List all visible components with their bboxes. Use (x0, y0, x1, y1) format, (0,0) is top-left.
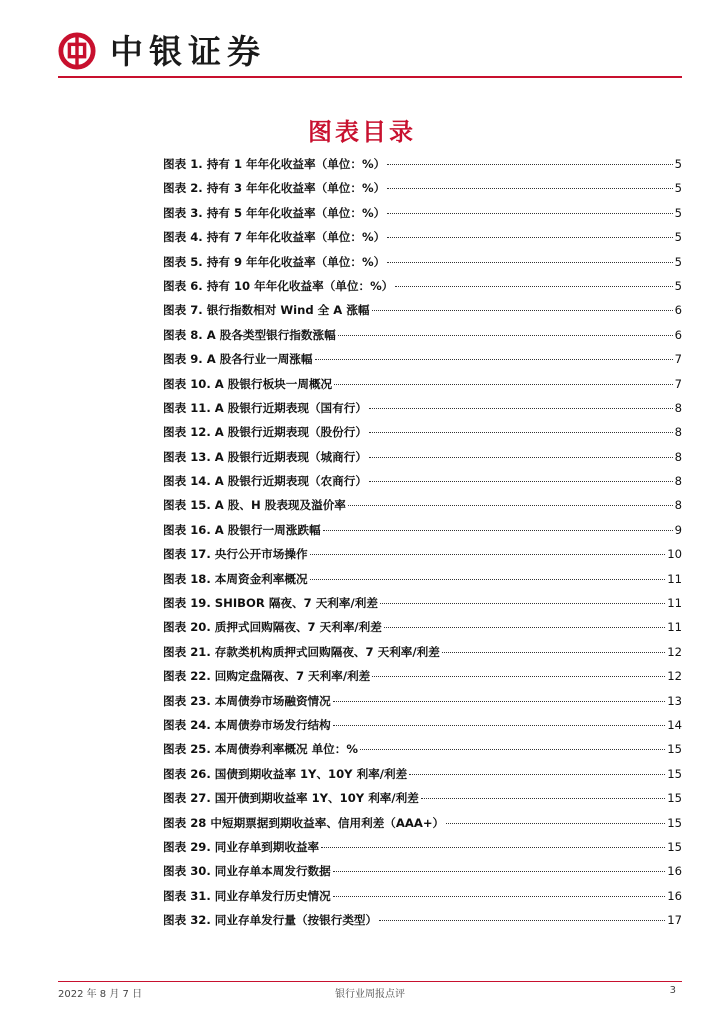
toc-dot-leader (369, 481, 673, 482)
toc-entry-page: 5 (674, 181, 682, 196)
toc-entry-page: 7 (674, 352, 682, 367)
toc-entry[interactable] (163, 400, 682, 424)
toc-entry-page: 11 (667, 596, 682, 611)
toc-entry-label: 图表 5. 持有 9 年年化收益率（单位：%） (163, 254, 386, 269)
toc-dot-leader (315, 359, 673, 360)
toc-entry-page: 15 (667, 839, 682, 854)
toc-entry-page: 15 (667, 791, 682, 806)
toc-entry-label: 图表 26. 国债到期收益率 1Y、10Y 利率/利差 (163, 766, 408, 781)
toc-entry-label: 图表 3. 持有 5 年年化收益率（单位：%） (163, 205, 386, 220)
toc-entry-label: 图表 25. 本周债券利率概况 单位：% (163, 742, 358, 757)
toc-entry-label: 图表 6. 持有 10 年年化收益率（单位：%） (163, 278, 394, 293)
toc-dot-leader (372, 676, 665, 677)
toc-entry[interactable] (163, 376, 682, 400)
toc-entry[interactable] (163, 595, 682, 619)
toc-entry-page: 16 (667, 888, 682, 903)
toc-entry-label: 图表 10. A 股银行板块一周概况 (163, 376, 333, 391)
toc-entry[interactable] (163, 912, 682, 936)
toc-entry-label: 图表 16. A 股银行一周涨跌幅 (163, 522, 321, 537)
toc-entry-page: 6 (674, 327, 682, 342)
toc-entry-page: 8 (674, 400, 682, 415)
toc-entry-label: 图表 2. 持有 3 年年化收益率（单位：%） (163, 181, 386, 196)
toc-entry-page: 8 (674, 449, 682, 464)
toc-dot-leader (379, 920, 665, 921)
toc-entry-page: 8 (674, 498, 682, 513)
toc-dot-leader (387, 262, 672, 263)
toc-entry[interactable] (163, 571, 682, 595)
toc-entry[interactable] (163, 790, 682, 814)
toc-entry[interactable] (163, 741, 682, 765)
toc-entry-label: 图表 19. SHIBOR 隔夜、7 天利率/利差 (163, 596, 378, 611)
toc-entry-label: 图表 4. 持有 7 年年化收益率（单位：%） (163, 230, 386, 245)
toc-entry-page: 13 (667, 693, 682, 708)
toc-dot-leader (380, 603, 665, 604)
toc-entry[interactable] (163, 327, 682, 351)
page-header (58, 30, 266, 72)
toc-entry[interactable] (163, 693, 682, 717)
toc-entry-page: 12 (667, 669, 682, 684)
toc-entry[interactable] (163, 205, 682, 229)
toc-entry[interactable] (163, 497, 682, 521)
toc-entry[interactable] (163, 302, 682, 326)
toc-entry-label: 图表 11. A 股银行近期表现（国有行） (163, 400, 367, 415)
footer-divider (58, 981, 682, 982)
toc-entry-page: 6 (674, 303, 682, 318)
toc-entry[interactable] (163, 619, 682, 643)
toc-dot-leader (369, 408, 673, 409)
toc-entry[interactable] (163, 180, 682, 204)
toc-entry-label: 图表 20. 质押式回购隔夜、7 天利率/利差 (163, 620, 382, 635)
toc-dot-leader (369, 457, 673, 458)
toc-entry[interactable] (163, 766, 682, 790)
toc-entry[interactable] (163, 449, 682, 473)
toc-dot-leader (387, 164, 672, 165)
toc-entry-label: 图表 27. 国开债到期收益率 1Y、10Y 利率/利差 (163, 791, 419, 806)
toc-entry-label: 图表 28 中短期票据到期收益率、信用利差（AAA+） (163, 815, 445, 830)
toc-entry-page: 5 (674, 205, 682, 220)
toc-entry-label: 图表 31. 同业存单发行历史情况 (163, 888, 331, 903)
toc-entry-page: 14 (667, 717, 682, 732)
toc-dot-leader (387, 213, 672, 214)
toc-entry-page: 8 (674, 474, 682, 489)
toc-dot-leader (333, 725, 665, 726)
page-title: 图表目录 (308, 118, 416, 146)
toc-entry-page: 11 (667, 571, 682, 586)
toc-entry-label: 图表 32. 同业存单发行量（按银行类型） (163, 913, 378, 928)
report-date: 2022 年 8 月 7 日 (58, 989, 143, 1000)
toc-entry-page: 15 (667, 766, 682, 781)
toc-entry[interactable] (163, 278, 682, 302)
toc-dot-leader (333, 871, 665, 872)
toc-entry-label: 图表 23. 本周债券市场融资情况 (163, 693, 331, 708)
toc-entry-label: 图表 17. 央行公开市场操作 (163, 547, 308, 562)
brand-name: 中银证券 (110, 31, 266, 71)
toc-dot-leader (395, 286, 672, 287)
toc-entry-page: 9 (674, 522, 682, 537)
toc-entry-page: 5 (674, 254, 682, 269)
toc-dot-leader (409, 774, 665, 775)
toc-dot-leader (338, 335, 673, 336)
toc-entry[interactable] (163, 644, 682, 668)
table-of-figures (163, 156, 682, 937)
toc-entry[interactable] (163, 888, 682, 912)
toc-entry[interactable] (163, 254, 682, 278)
toc-entry-label: 图表 22. 回购定盘隔夜、7 天利率/利差 (163, 669, 371, 684)
toc-dot-leader (321, 847, 665, 848)
toc-entry[interactable] (163, 839, 682, 863)
page-number: 3 (669, 985, 676, 996)
toc-dot-leader (348, 505, 673, 506)
toc-dot-leader (310, 579, 666, 580)
toc-entry[interactable] (163, 424, 682, 448)
toc-entry[interactable] (163, 229, 682, 253)
toc-entry-page: 5 (674, 278, 682, 293)
toc-dot-leader (442, 652, 665, 653)
toc-entry-label: 图表 13. A 股银行近期表现（城商行） (163, 449, 367, 464)
toc-entry[interactable] (163, 863, 682, 887)
toc-entry-label: 图表 12. A 股银行近期表现（股份行） (163, 425, 367, 440)
toc-dot-leader (384, 627, 665, 628)
toc-entry[interactable] (163, 473, 682, 497)
toc-entry-page: 5 (674, 230, 682, 245)
header-divider (58, 76, 682, 78)
toc-entry-page: 17 (667, 913, 682, 928)
toc-entry-label: 图表 1. 持有 1 年年化收益率（单位：%） (163, 157, 386, 171)
toc-entry-label: 图表 14. A 股银行近期表现（农商行） (163, 474, 367, 489)
toc-entry-page: 15 (667, 815, 682, 830)
toc-entry-label: 图表 9. A 股各行业一周涨幅 (163, 352, 313, 367)
toc-dot-leader (369, 432, 673, 433)
toc-entry-label: 图表 8. A 股各类型银行指数涨幅 (163, 327, 336, 342)
toc-entry-page: 5 (674, 157, 682, 171)
toc-entry-label: 图表 18. 本周资金利率概况 (163, 571, 308, 586)
toc-entry[interactable] (163, 717, 682, 741)
toc-entry-page: 7 (674, 376, 682, 391)
toc-entry-label: 图表 29. 同业存单到期收益率 (163, 839, 320, 854)
page-footer (58, 985, 682, 1001)
toc-dot-leader (333, 896, 665, 897)
toc-entry-page: 8 (674, 425, 682, 440)
toc-entry-page: 16 (667, 864, 682, 879)
toc-entry[interactable] (163, 546, 682, 570)
toc-dot-leader (446, 823, 665, 824)
toc-entry-page: 11 (667, 620, 682, 635)
toc-entry-label: 图表 30. 同业存单本周发行数据 (163, 864, 331, 879)
toc-entry-page: 12 (667, 644, 682, 659)
toc-entry-label: 图表 15. A 股、H 股表现及溢价率 (163, 498, 346, 513)
toc-dot-leader (334, 384, 672, 385)
toc-entry-page: 15 (667, 742, 682, 757)
toc-entry-label: 图表 24. 本周债券市场发行结构 (163, 717, 331, 732)
toc-dot-leader (310, 554, 666, 555)
toc-dot-leader (421, 798, 665, 799)
toc-dot-leader (387, 237, 672, 238)
toc-entry[interactable] (163, 156, 682, 180)
report-type: 银行业周报点评 (335, 989, 405, 1000)
toc-entry-page: 10 (667, 547, 682, 562)
toc-dot-leader (372, 310, 673, 311)
toc-entry[interactable] (163, 815, 682, 839)
toc-entry-label: 图表 7. 银行指数相对 Wind 全 A 涨幅 (163, 303, 370, 318)
toc-dot-leader (360, 749, 665, 750)
toc-dot-leader (323, 530, 673, 531)
toc-entry[interactable] (163, 668, 682, 692)
toc-entry-label: 图表 21. 存款类机构质押式回购隔夜、7 天利率/利差 (163, 644, 440, 659)
bank-of-china-logo-icon (58, 32, 96, 70)
toc-dot-leader (333, 701, 665, 702)
toc-dot-leader (387, 188, 672, 189)
toc-entry[interactable] (163, 522, 682, 546)
toc-entry[interactable] (163, 351, 682, 375)
